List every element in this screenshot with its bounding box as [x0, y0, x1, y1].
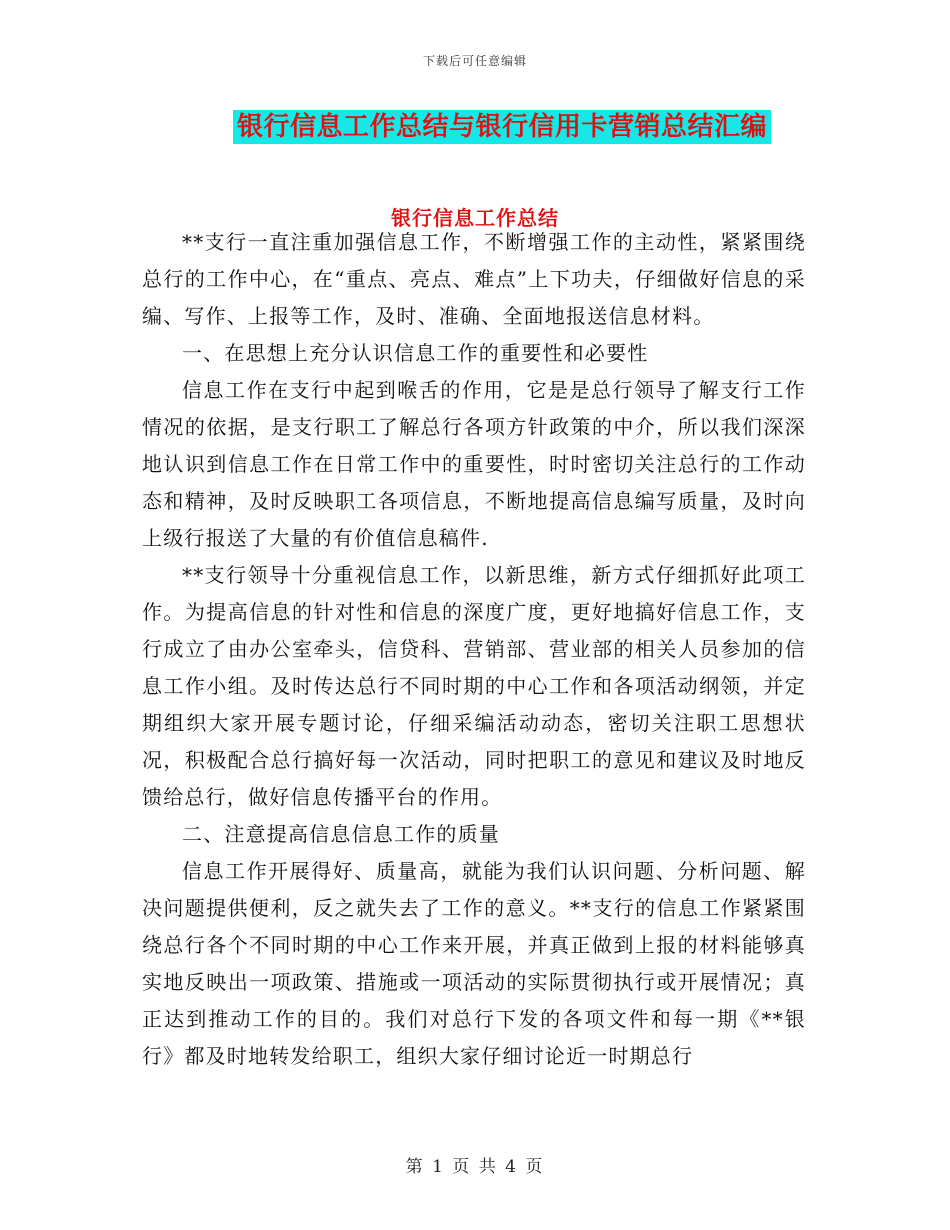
- paragraph-quality: 信息工作开展得好、质量高，就能为我们认识问题、分析问题、解决问题提供便利，反之就失去了工作的意义。**支行的信息工作紧紧围绕总行各个不同时期的中心工作来开展，并真正做到上报的材料能够真实地反映出一项政策、措施或一项活动的实际贯彻执行或开展情况；真正达到推动工作的目的。我们对总行下发的各项文件和每一期《**银行》都及时地转发给职工，组织大家仔细讨论近一时期总行: [142, 859, 806, 1068]
- paragraph-role-of-information: 信息工作在支行中起到喉舌的作用，它是是总行领导了解支行工作情况的依据，是支行职工了解总行各项方针政策的中介，所以我们深深地认识到信息工作在日常工作中的重要性，时时密切关注总行的工作动态和精神，及时反映职工各项信息，不断地提高信息编写质量，及时向上级行报送了大量的有价值信息稿件.: [142, 378, 806, 550]
- heading-two: 二、注意提高信息信息工作的质量: [182, 822, 500, 846]
- page-header-note: 下载后可任意编辑: [422, 54, 527, 68]
- heading-one: 一、在思想上充分认识信息工作的重要性和必要性: [182, 341, 649, 365]
- document-title: 银行信息工作总结与银行信用卡营销总结汇编: [233, 110, 771, 144]
- document-body: [142, 224, 806, 1075]
- paragraph-intro: **支行一直注重加强信息工作，不断增强工作的主动性，紧紧围绕总行的工作中心，在“重点、亮点、难点”上下功夫，仔细做好信息的采编、写作、上报等工作，及时、准确、全面地报送信息材料。: [142, 230, 806, 328]
- page-number: 第 1 页 共 4 页: [405, 1157, 545, 1177]
- paragraph-leadership: **支行领导十分重视信息工作，以新思维，新方式仔细抓好此项工作。为提高信息的针对性和信息的深度广度，更好地搞好信息工作，支行成立了由办公室牵头，信贷科、营销部、营业部的相关人员参加的信息工作小组。及时传达总行不同时期的中心工作和各项活动纲领，并定期组织大家开展专题讨论，仔细采编活动动态，密切关注职工思想状况，积极配合总行搞好每一次活动，同时把职工的意见和建议及时地反馈给总行，做好信息传播平台的作用。: [142, 563, 806, 809]
- section-title: 银行信息工作总结: [391, 206, 559, 230]
